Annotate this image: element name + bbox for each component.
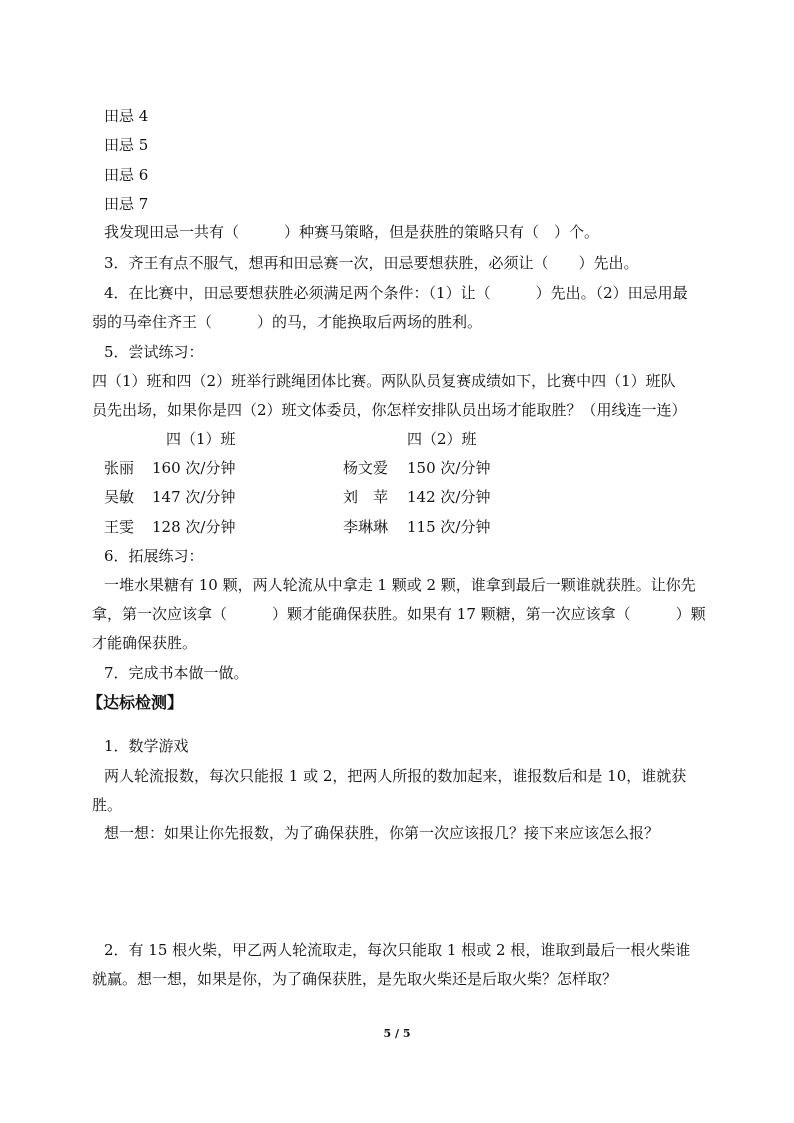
question-6-line-1: 一堆水果糖有 10 颗，两人轮流从中拿走 1 颗或 2 颗，谁拿到最后一颗谁就获胜。让你先 (104, 576, 696, 594)
strategy-question: 我发现田忌一共有（ ）种赛马策略，但是获胜的策略只有（ ）个。 (104, 223, 600, 241)
question-6-line-3: 才能确保获胜。 (92, 634, 198, 652)
right-name-1: 杨文爱 (343, 459, 389, 477)
test-2-line-2: 就赢。想一想，如果是你，为了确保获胜，是先取火柴还是后取火柴？怎样取？ (92, 970, 618, 988)
right-score-3: 115 次/分钟 (407, 518, 491, 536)
right-score-1: 150 次/分钟 (407, 459, 491, 477)
question-5-title: 5．尝试练习： (104, 343, 204, 361)
question-3: 3．齐王有点不服气，想再和田忌赛一次，田忌要想获胜，必须让（ ）先出。 (104, 254, 639, 272)
class-2-header: 四（2）班 (407, 430, 477, 448)
question-7: 7．完成书本做一做。 (104, 664, 249, 682)
left-name-2: 吴敏 (104, 488, 135, 506)
section-heading: 【达标检测】 (87, 693, 184, 712)
question-6-line-2: 拿，第一次应该拿（ ）颗才能确保获胜。如果有 17 颗糖，第一次应该拿（ ）颗 (92, 605, 706, 623)
tianji-line-6: 田忌 6 (104, 166, 149, 184)
left-score-1: 160 次/分钟 (152, 459, 236, 477)
test-1-line-1: 两人轮流报数，每次只能报 1 或 2，把两人所报的数加起来，谁报数后和是 10，谁就获 (104, 767, 687, 785)
tianji-line-5: 田忌 5 (104, 136, 149, 154)
class-1-header: 四（1）班 (166, 430, 236, 448)
test-1-line-3: 想一想：如果让你先报数，为了确保获胜，你第一次应该报几？接下来应该怎么报？ (104, 824, 660, 842)
right-score-2: 142 次/分钟 (407, 488, 491, 506)
question-4-line-1: 4．在比赛中，田忌要想获胜必须满足两个条件：（1）让（ ）先出。（2）田忌用最 (104, 284, 688, 302)
left-name-3: 王雯 (104, 518, 135, 536)
test-2-line-1: 2．有 15 根火柴，甲乙两人轮流取走，每次只能取 1 根或 2 根，谁取到最后一根火柴谁 (104, 941, 691, 959)
question-6-title: 6．拓展练习： (104, 547, 204, 565)
tianji-line-7: 田忌 7 (104, 195, 149, 213)
left-score-2: 147 次/分钟 (152, 488, 236, 506)
left-name-1: 张丽 (104, 459, 135, 477)
right-name-2: 刘 苹 (343, 488, 389, 506)
test-1-title: 1．数学游戏 (104, 737, 189, 755)
question-5-line-1: 四（1）班和四（2）班举行跳绳团体比赛。两队队员复赛成绩如下，比赛中四（1）班队 (92, 372, 676, 390)
question-5-line-2: 员先出场，如果你是四（2）班文体委员，你怎样安排队员出场才能取胜？（用线连一连） (92, 401, 687, 419)
test-1-line-2: 胜。 (92, 796, 123, 814)
tianji-line-4: 田忌 4 (104, 107, 149, 125)
left-score-3: 128 次/分钟 (152, 518, 236, 536)
page-number: 5 / 5 (383, 1027, 411, 1040)
question-4-line-2: 弱的马牵住齐王（ ）的马，才能换取后两场的胜利。 (92, 313, 483, 331)
right-name-3: 李琳琳 (343, 518, 389, 536)
